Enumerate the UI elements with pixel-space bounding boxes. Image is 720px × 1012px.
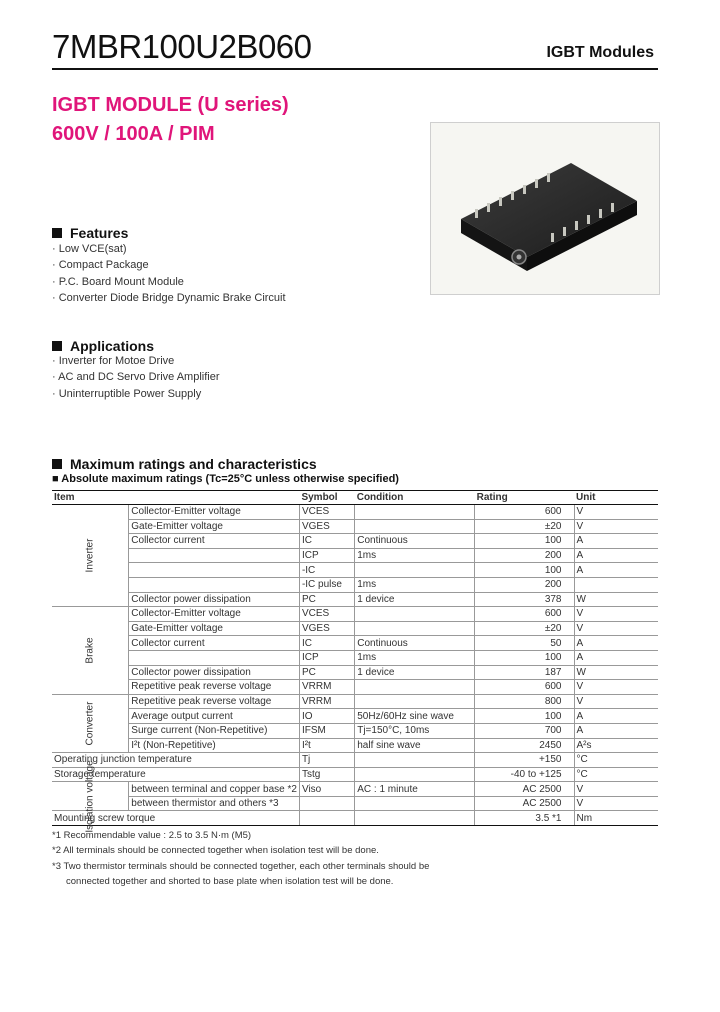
cell-condition: Continuous xyxy=(355,636,475,651)
table-row xyxy=(52,636,658,651)
cell-item: Surge current (Non-Repetitive) xyxy=(129,723,300,738)
cell-rating: 2450 xyxy=(475,738,574,753)
cell-condition: 1ms xyxy=(355,577,475,592)
list-item: · Compact Package xyxy=(52,257,286,273)
cell-condition: 1 device xyxy=(355,665,475,680)
table-row xyxy=(52,650,658,665)
features-list xyxy=(52,241,286,306)
cell-unit: A xyxy=(574,636,658,651)
cell-unit: A²s xyxy=(574,738,658,753)
footnotes xyxy=(52,828,429,889)
cell-item: Storage temperature xyxy=(52,767,299,782)
cell-item xyxy=(129,548,300,563)
cell-item: Collector power dissipation xyxy=(129,665,300,680)
cell-rating: AC 2500 xyxy=(475,796,574,811)
cell-condition: Tj=150°C, 10ms xyxy=(355,723,475,738)
cell-unit: °C xyxy=(574,753,658,768)
cell-item xyxy=(129,650,300,665)
part-number: 7MBR100U2B060 xyxy=(52,28,312,65)
cell-rating: 600 xyxy=(475,680,574,695)
list-item: · P.C. Board Mount Module xyxy=(52,274,286,290)
cell-condition xyxy=(355,767,475,782)
cell-unit: A xyxy=(574,709,658,724)
cell-symbol: IC xyxy=(299,534,354,549)
cell-rating: +150 xyxy=(475,753,574,768)
table-row xyxy=(52,723,658,738)
table-row xyxy=(52,680,658,695)
ratings-subheading: ■ Absolute maximum ratings (Tc=25°C unless otherwise specified) xyxy=(52,473,399,485)
cell-rating: 800 xyxy=(475,694,574,709)
cell-unit: A xyxy=(574,650,658,665)
features-heading: Features xyxy=(52,225,128,241)
column-header: Symbol xyxy=(299,491,354,505)
cell-symbol: IFSM xyxy=(299,723,354,738)
header-rule xyxy=(52,68,658,70)
cell-symbol: VRRM xyxy=(299,694,354,709)
cell-unit xyxy=(574,577,658,592)
cell-rating: 600 xyxy=(475,607,574,622)
cell-unit: W xyxy=(574,665,658,680)
ratings-table xyxy=(52,490,658,833)
cell-item: Average output current xyxy=(129,709,300,724)
cell-item: Gate-Emitter voltage xyxy=(129,621,300,636)
group-label xyxy=(52,505,129,607)
cell-condition: 1 device xyxy=(355,592,475,607)
cell-condition xyxy=(355,680,475,695)
cell-condition: 1ms xyxy=(355,650,475,665)
cell-condition xyxy=(355,563,475,578)
ratings-heading: Maximum ratings and characteristics xyxy=(52,456,317,472)
cell-item: Collector-Emitter voltage xyxy=(129,607,300,622)
cell-unit: °C xyxy=(574,767,658,782)
cell-rating: 600 xyxy=(475,505,574,520)
cell-rating: ±20 xyxy=(475,621,574,636)
cell-item: between terminal and copper base *2 xyxy=(129,782,300,797)
cell-unit: Nm xyxy=(574,811,658,826)
cell-symbol: VGES xyxy=(299,519,354,534)
cell-symbol: Tj xyxy=(299,753,354,768)
cell-item: Collector current xyxy=(129,636,300,651)
footnote: connected together and shorted to base plate when isolation test will be done. xyxy=(66,875,394,887)
cell-rating: -40 to +125 xyxy=(475,767,574,782)
cell-item: Repetitive peak reverse voltage xyxy=(129,694,300,709)
table-row xyxy=(52,607,658,622)
cell-rating: 100 xyxy=(475,709,574,724)
cell-condition xyxy=(355,519,475,534)
cell-unit: W xyxy=(574,592,658,607)
cell-symbol: IO xyxy=(299,709,354,724)
list-item: · AC and DC Servo Drive Amplifier xyxy=(52,369,220,385)
column-header: Item xyxy=(52,491,299,505)
cell-symbol: IC xyxy=(299,636,354,651)
cell-item: Collector power dissipation xyxy=(129,592,300,607)
cell-condition xyxy=(355,505,475,520)
cell-symbol: PC xyxy=(299,665,354,680)
cell-item: between thermistor and others *3 xyxy=(129,796,300,811)
cell-rating: 100 xyxy=(475,534,574,549)
column-header: Rating xyxy=(475,491,574,505)
group-label-text: Isolation voltage xyxy=(84,760,96,833)
cell-item: Collector current xyxy=(129,534,300,549)
table-row xyxy=(52,577,658,592)
section-square-icon xyxy=(52,341,62,351)
cell-unit: V xyxy=(574,607,658,622)
section-square-icon xyxy=(52,228,62,238)
category-label: IGBT Modules xyxy=(546,44,654,61)
cell-condition: 50Hz/60Hz sine wave xyxy=(355,709,475,724)
cell-symbol: ICP xyxy=(299,548,354,563)
table-header-row xyxy=(52,491,658,505)
cell-item xyxy=(129,563,300,578)
cell-unit: V xyxy=(574,680,658,695)
cell-rating: 100 xyxy=(475,650,574,665)
table-row xyxy=(52,694,658,709)
table-row xyxy=(52,767,658,782)
cell-condition xyxy=(355,811,475,826)
group-label-text: Brake xyxy=(84,637,96,664)
cell-unit: V xyxy=(574,505,658,520)
cell-item: Mounting screw torque xyxy=(52,811,299,826)
table-row xyxy=(52,738,658,753)
cell-symbol: -IC xyxy=(299,563,354,578)
cell-symbol: Tstg xyxy=(299,767,354,782)
section-square-icon xyxy=(52,459,62,469)
cell-rating: ±20 xyxy=(475,519,574,534)
table-row xyxy=(52,534,658,549)
cell-symbol: I²t xyxy=(299,738,354,753)
cell-item: Collector-Emitter voltage xyxy=(129,505,300,520)
product-rating-title: 600V / 100A / PIM xyxy=(52,123,215,145)
cell-condition: AC : 1 minute xyxy=(355,782,475,797)
cell-symbol: VCES xyxy=(299,607,354,622)
cell-symbol: VGES xyxy=(299,621,354,636)
cell-rating: 200 xyxy=(475,548,574,563)
cell-item: Gate-Emitter voltage xyxy=(129,519,300,534)
applications-list xyxy=(52,353,220,402)
table-row xyxy=(52,782,658,797)
column-header: Condition xyxy=(355,491,475,505)
cell-rating: 50 xyxy=(475,636,574,651)
table-row xyxy=(52,505,658,520)
cell-unit: V xyxy=(574,694,658,709)
cell-symbol: ICP xyxy=(299,650,354,665)
cell-unit: V xyxy=(574,796,658,811)
table-row xyxy=(52,621,658,636)
table-row xyxy=(52,811,658,826)
cell-unit: V xyxy=(574,782,658,797)
cell-symbol: VCES xyxy=(299,505,354,520)
group-label xyxy=(52,607,129,695)
group-label-text: Converter xyxy=(84,701,96,746)
cell-unit: A xyxy=(574,563,658,578)
cell-condition xyxy=(355,607,475,622)
cell-rating: AC 2500 xyxy=(475,782,574,797)
cell-condition: half sine wave xyxy=(355,738,475,753)
applications-heading: Applications xyxy=(52,338,154,354)
cell-unit: V xyxy=(574,621,658,636)
cell-condition xyxy=(355,694,475,709)
cell-item: I²t (Non-Repetitive) xyxy=(129,738,300,753)
table-row xyxy=(52,519,658,534)
table-row xyxy=(52,563,658,578)
cell-rating: 100 xyxy=(475,563,574,578)
cell-unit: A xyxy=(574,723,658,738)
cell-symbol: -IC pulse xyxy=(299,577,354,592)
cell-rating: 3.5 *1 xyxy=(475,811,574,826)
table-row xyxy=(52,665,658,680)
cell-rating: 200 xyxy=(475,577,574,592)
cell-symbol xyxy=(299,811,354,826)
cell-condition xyxy=(355,621,475,636)
column-header: Unit xyxy=(574,491,658,505)
cell-symbol xyxy=(299,796,354,811)
cell-rating: 187 xyxy=(475,665,574,680)
cell-unit: A xyxy=(574,548,658,563)
list-item: · Low VCE(sat) xyxy=(52,241,286,257)
cell-rating: 700 xyxy=(475,723,574,738)
footnote: *2 All terminals should be connected together when isolation test will be done. xyxy=(52,845,379,857)
cell-symbol: Viso xyxy=(299,782,354,797)
table-row xyxy=(52,548,658,563)
cell-unit: A xyxy=(574,534,658,549)
footnote: *3 Two thermistor terminals should be connected together, each other terminals should be xyxy=(52,860,430,872)
cell-symbol: VRRM xyxy=(299,680,354,695)
product-photo xyxy=(430,122,660,295)
cell-condition: 1ms xyxy=(355,548,475,563)
cell-condition xyxy=(355,753,475,768)
product-title: IGBT MODULE (U series) xyxy=(52,94,289,116)
list-item: · Converter Diode Bridge Dynamic Brake Circuit xyxy=(52,290,286,306)
group-label-text: Inverter xyxy=(84,538,96,573)
footnote: *1 Recommendable value : 2.5 to 3.5 N·m (M5) xyxy=(52,830,252,841)
cell-symbol: PC xyxy=(299,592,354,607)
cell-item: Operating junction temperature xyxy=(52,753,299,768)
cell-item xyxy=(129,577,300,592)
group-label xyxy=(52,694,129,752)
cell-rating: 378 xyxy=(475,592,574,607)
table-row xyxy=(52,709,658,724)
cell-item: Repetitive peak reverse voltage xyxy=(129,680,300,695)
cell-condition: Continuous xyxy=(355,534,475,549)
table-row xyxy=(52,796,658,811)
table-row xyxy=(52,592,658,607)
table-row xyxy=(52,753,658,768)
cell-condition xyxy=(355,796,475,811)
list-item: · Uninterruptible Power Supply xyxy=(52,386,220,402)
cell-unit: V xyxy=(574,519,658,534)
list-item: · Inverter for Motoe Drive xyxy=(52,353,220,369)
